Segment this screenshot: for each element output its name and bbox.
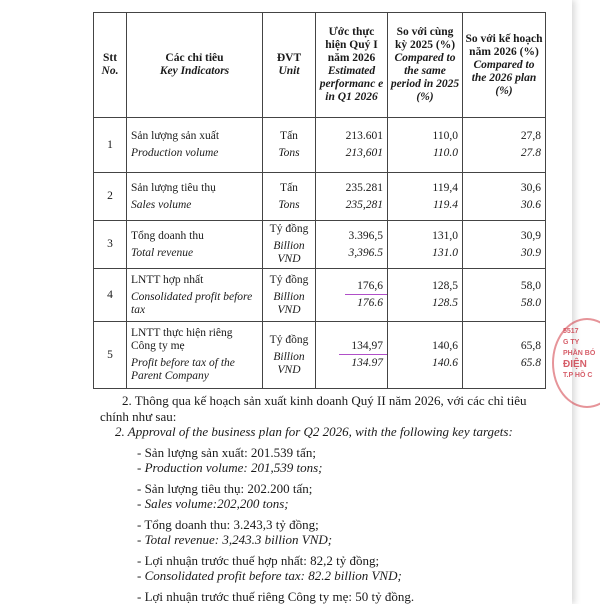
target-vi: - Lợi nhuận trước thuế hợp nhất: 82,2 tỷ đồng; — [100, 553, 540, 569]
plan-cell: 30,9 30.9 — [463, 221, 546, 269]
estimate-cell: 176,6 176.6 — [316, 269, 388, 322]
results-table — [93, 12, 546, 389]
indicator-cell: LNTT thực hiện riêng Công ty mẹ Profit before tax of the Parent Company — [127, 322, 263, 389]
section-2 — [100, 393, 540, 604]
target-vi: - Lợi nhuận trước thuế riêng Công ty mẹ: 50 tỷ đồng. — [100, 589, 540, 604]
yoy-cell: 140,6 140.6 — [388, 322, 463, 389]
row-number: 3 — [94, 221, 127, 269]
header-indicators: Các chỉ tiêu Key Indicators — [127, 13, 263, 118]
company-stamp: 5517 G TY PHẦN BÓ ĐIỆN T.P HỒ C — [552, 318, 600, 408]
row-number: 1 — [94, 118, 127, 173]
indicator-cell: LNTT hợp nhất Consolidated profit before tax — [127, 269, 263, 322]
plan-cell: 58,0 58.0 — [463, 269, 546, 322]
unit-cell: Tỷ đồng Billion VND — [263, 269, 316, 322]
table-row — [94, 221, 546, 269]
table-row — [94, 322, 546, 389]
row-number: 4 — [94, 269, 127, 322]
indicator-cell: Tổng doanh thu Total revenue — [127, 221, 263, 269]
header-estimate: Ước thực hiện Quý I năm 2026 Estimated performanc e in Q1 2026 — [316, 13, 388, 118]
header-plan: So với kế hoạch năm 2026 (%) Compared to the 2026 plan (%) — [463, 13, 546, 118]
unit-cell: Tỷ đồng Billion VND — [263, 221, 316, 269]
plan-cell: 65,8 65.8 — [463, 322, 546, 389]
unit-cell: Tấn Tons — [263, 118, 316, 173]
indicator-cell: Sản lượng sản xuất Production volume — [127, 118, 263, 173]
header-yoy: So với cùng kỳ 2025 (%) Compared to the same period in 2025 (%) — [388, 13, 463, 118]
target-vi: - Sản lượng sản xuất: 201.539 tấn; — [100, 445, 540, 461]
table-row — [94, 118, 546, 173]
header-unit: ĐVT Unit — [263, 13, 316, 118]
estimate-cell: 235.281 235,281 — [316, 173, 388, 221]
row-number: 2 — [94, 173, 127, 221]
section-2-en: 2. Approval of the business plan for Q2 2026, with the following key targets: — [100, 424, 540, 440]
target-en: - Total revenue: 3,243.3 billion VND; — [100, 532, 540, 548]
unit-cell: Tỷ đồng Billion VND — [263, 322, 316, 389]
plan-cell: 30,6 30.6 — [463, 173, 546, 221]
estimate-cell: 213.601 213,601 — [316, 118, 388, 173]
target-en: - Consolidated profit before tax: 82.2 billion VND; — [100, 568, 540, 584]
target-vi: - Sản lượng tiêu thụ: 202.200 tấn; — [100, 481, 540, 497]
indicator-cell: Sản lượng tiêu thụ Sales volume — [127, 173, 263, 221]
estimate-cell: 134,97 134.97 — [316, 322, 388, 389]
table-row — [94, 269, 546, 322]
header-no: Stt No. — [94, 13, 127, 118]
target-en: - Sales volume:202,200 tons; — [100, 496, 540, 512]
target-en: - Production volume: 201,539 tons; — [100, 460, 540, 476]
unit-cell: Tấn Tons — [263, 173, 316, 221]
estimate-cell: 3.396,5 3,396.5 — [316, 221, 388, 269]
row-number: 5 — [94, 322, 127, 389]
target-vi: - Tổng doanh thu: 3.243,3 tỷ đồng; — [100, 517, 540, 533]
section-2-vi: 2. Thông qua kế hoạch sản xuất kinh doanh Quý II năm 2026, với các chỉ tiêu chính như sau: — [100, 393, 540, 424]
table-row — [94, 173, 546, 221]
yoy-cell: 119,4 119.4 — [388, 173, 463, 221]
plan-cell: 27,8 27.8 — [463, 118, 546, 173]
yoy-cell: 131,0 131.0 — [388, 221, 463, 269]
yoy-cell: 110,0 110.0 — [388, 118, 463, 173]
yoy-cell: 128,5 128.5 — [388, 269, 463, 322]
